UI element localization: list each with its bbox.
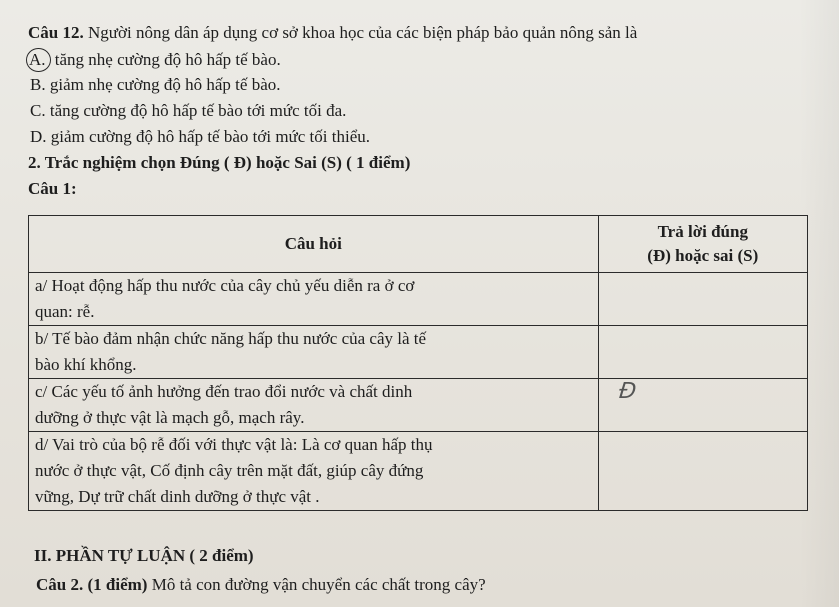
row-a-answer[interactable] xyxy=(598,273,807,326)
row-b-answer[interactable] xyxy=(598,326,807,379)
row-d-line-1: d/ Vai trò của bộ rễ đối với thực vật là: Là cơ quan hấp thụ xyxy=(35,435,433,454)
true-false-table xyxy=(28,215,808,511)
question-2 xyxy=(36,574,486,596)
option-b xyxy=(30,74,281,96)
section-3-heading: II. PHẦN TỰ LUẬN ( 2 điểm) xyxy=(34,546,254,565)
header-answer xyxy=(598,216,807,273)
table-row xyxy=(29,326,808,379)
row-c-line-1: c/ Các yếu tố ảnh hưởng đến trao đổi nước và chất dinh xyxy=(35,382,413,401)
option-b-letter: B. xyxy=(30,75,46,94)
header-answer-line-2: (Đ) hoặc sai (S) xyxy=(647,246,759,265)
row-d-line-2: nước ở thực vật, Cố định cây trên mặt đất, giúp cây đứng xyxy=(35,461,424,480)
question-12-text: Người nông dân áp dụng cơ sở khoa học của các biện pháp bảo quản nông sản là xyxy=(83,23,638,42)
question-2-text: Mô tả con đường vận chuyển các chất trong cây? xyxy=(147,575,486,594)
row-b-line-1: b/ Tế bào đảm nhận chức năng hấp thu nước của cây là tế xyxy=(35,329,427,348)
section-2-heading: 2. Trắc nghiệm chọn Đúng ( Đ) hoặc Sai (S) ( 1 điểm) xyxy=(28,153,411,172)
option-b-text: giảm nhẹ cường độ hô hấp tế bào. xyxy=(45,75,281,94)
table-header-row xyxy=(29,216,808,273)
question-12 xyxy=(28,22,637,44)
row-b-question xyxy=(29,326,599,379)
option-a-text: tăng nhẹ cường độ hô hấp tế bào. xyxy=(50,50,281,69)
option-c xyxy=(30,100,346,122)
row-c-answer-cell[interactable] xyxy=(598,379,807,432)
row-c-question xyxy=(29,379,599,432)
table-row xyxy=(29,273,808,326)
table-row xyxy=(29,379,808,432)
option-d-text: giảm cường độ hô hấp tế bào tới mức tối thiểu. xyxy=(46,127,370,146)
option-c-text: tăng cường độ hô hấp tế bào tới mức tối đa. xyxy=(45,101,347,120)
option-a-letter-circled: A. xyxy=(26,48,51,72)
option-a xyxy=(30,48,281,72)
cau-1-label: Câu 1: xyxy=(28,179,77,198)
question-2-label: Câu 2. (1 điểm) xyxy=(36,575,148,594)
row-a-question xyxy=(29,273,599,326)
option-c-letter: C. xyxy=(30,101,46,120)
row-a-line-1: a/ Hoạt động hấp thu nước của cây chủ yếu diễn ra ở cơ xyxy=(35,276,415,295)
row-c-line-2: dưỡng ở thực vật là mạch gỗ, mạch rây. xyxy=(35,408,305,427)
header-question: Câu hỏi xyxy=(29,216,599,273)
question-12-label: Câu 12. xyxy=(28,23,84,42)
row-d-answer[interactable] xyxy=(598,432,807,511)
row-c-handwritten-answer: Đ xyxy=(617,379,637,404)
option-d-letter: D. xyxy=(30,127,47,146)
row-d-question xyxy=(29,432,599,511)
row-a-line-2: quan: rễ. xyxy=(35,302,95,321)
option-d xyxy=(30,126,370,148)
header-answer-line-1: Trả lời đúng xyxy=(657,222,748,241)
row-d-line-3: vững, Dự trữ chất dinh dưỡng ở thực vật . xyxy=(35,487,320,506)
row-b-line-2: bào khí khổng. xyxy=(35,355,137,374)
table-row xyxy=(29,432,808,511)
